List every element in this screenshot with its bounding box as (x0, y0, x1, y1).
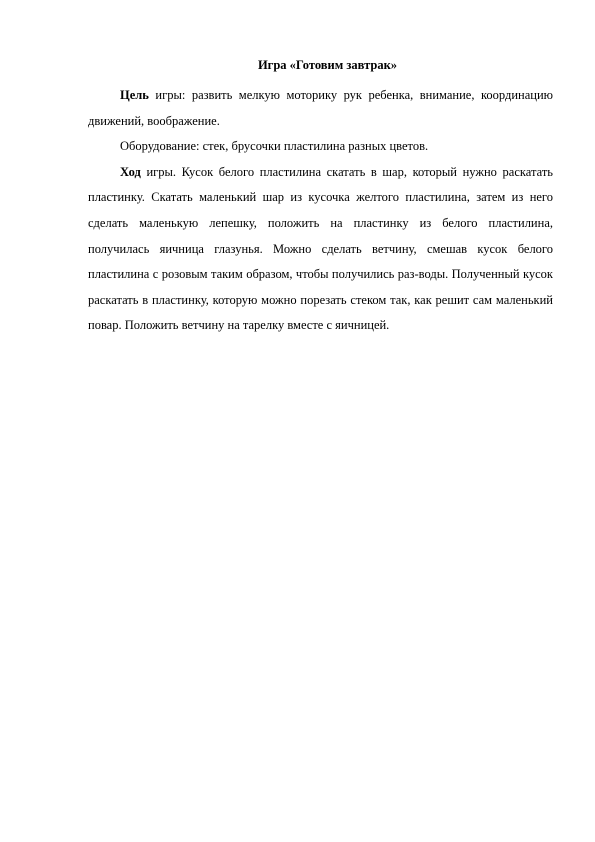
equipment-text: Оборудование: стек, брусочки пластилина разных цветов. (120, 139, 429, 154)
game-label: Ход (120, 164, 141, 179)
document-body (88, 83, 553, 339)
goal-paragraph (88, 83, 553, 134)
goal-label: Цель (120, 88, 149, 102)
game-text: игры. Кусок белого пластилина скатать в шар, который нужно раскатать пластинку. Скатать маленький шар из кусочка желтого пластилина, затем из него сделать маленькую лепешку, положить на пластинку из белого пластилина, получилась яичница глазунья. Можно сделать ветчину, смешав кусок белого пластилина с розовым таким образом, чтобы получились раз-воды. Полученный кусок раскатать в пластинку, которую можно порезать стеком так, как решит сам маленький повар. Положить ветчину на тарелку вместе с яичницей. (88, 164, 553, 333)
equipment-paragraph (88, 134, 553, 160)
goal-text: игры: развить мелкую моторику рук ребенка, внимание, координацию движений, воображение. (88, 88, 553, 128)
document-title: Игра «Готовим завтрак» (257, 58, 398, 72)
game-paragraph (88, 160, 553, 339)
